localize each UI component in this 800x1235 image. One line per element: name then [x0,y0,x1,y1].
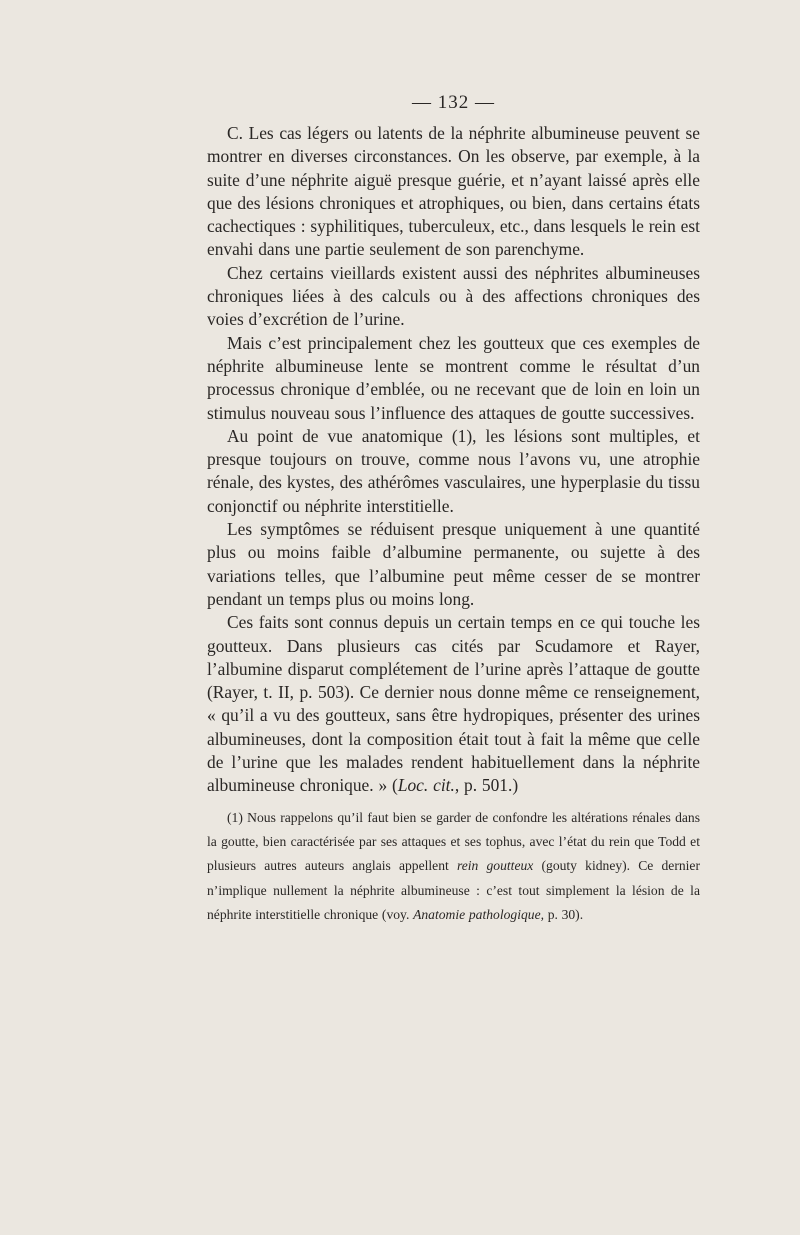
paragraph-5: Les symptômes se réduisent presque uniquement à une quantité plus ou moins faible d’albumine permanente, ou sujette à des variations telles, que l’albumine peut même cesser de se montrer pendant un temps plus ou moins long. [207,519,700,609]
paragraph-4: Au point de vue anatomique (1), les lésions sont multiples, et presque toujours on trouve, comme nous l’avons vu, une atrophie rénale, des kystes, des athérômes vasculaires, une hyperplasie du tissu conjonctif ou néphrite interstitielle. [207,425,700,516]
footnote-italic-2: Anatomie pathologique, [413,907,544,923]
citation-italic: Loc. cit. [397,775,455,796]
page-content [207,88,700,941]
paragraph-2: Chez certains vieillards existent aussi des néphrites albumineuses chroniques liées à des calculs ou à des affections chroniques des voies d’excrétion de l’urine. [207,262,700,330]
paragraph-6-text: Ces faits sont connus depuis un certain temps en ce qui touche les goutteux. Dans plusieurs cas cités par Scudamore et Rayer, l’albumine disparut complétement de l’urine après l’attaque de goutte (Rayer, t. II, p. 503). Ce dernier nous donne même ce renseignement, « qu’il a vu des goutteux, sans être hydropiques, présenter des urines albumineuses, dont la composition était tout à fait la même que celle de l’urine que les malades rendent habituellement dans la néphrite albumineuse chronique. » [207,612,700,796]
footnote-part-1: (1) Nous rappelons qu’il faut bien se garder de confondre les altérations rénales dans la goutte, bien caractérisée par ses attaques et ses tophus, avec l’état du rein que Todd et plusieurs autres auteurs anglais appellent [207,809,700,874]
footnote-italic-1: rein goutteux [456,858,534,874]
paragraph-3: Mais c’est principalement chez les goutteux que ces exemples de néphrite albumineuse lente se montrent comme le résultat d’un processus chronique d’emblée, ou ne recevant que de loin en loin un stimulus nouveau sous l’influence des attaques de goutte successives. [207,332,700,423]
footnote-part-3: p. 30). [544,907,584,923]
citation-rest: , p. 501.) [454,775,519,796]
footnote [207,806,700,928]
citation-open: ( [387,775,398,796]
paragraph-6 [207,611,700,797]
page-number: — 132 — [412,92,495,113]
paragraph-1: C. Les cas légers ou latents de la néphrite albumineuse peuvent se montrer en diverses circonstances. On les observe, par exemple, à la suite d’une néphrite aiguë presque guérie, et n’ayant laissé après elle que des lésions chroniques et atrophiques, ou bien, dans certains états cachectiques : syphilitiques, tuberculeux, etc., dans lesquels le rein est envahi dans une partie seulement de son parenchyme. [207,123,700,260]
footnote-part-2: (gouty kidney). Ce dernier n’implique nullement la néphrite albumineuse : c’est tout simplement la lésion de la néphrite interstitielle chronique (voy. [207,858,700,923]
